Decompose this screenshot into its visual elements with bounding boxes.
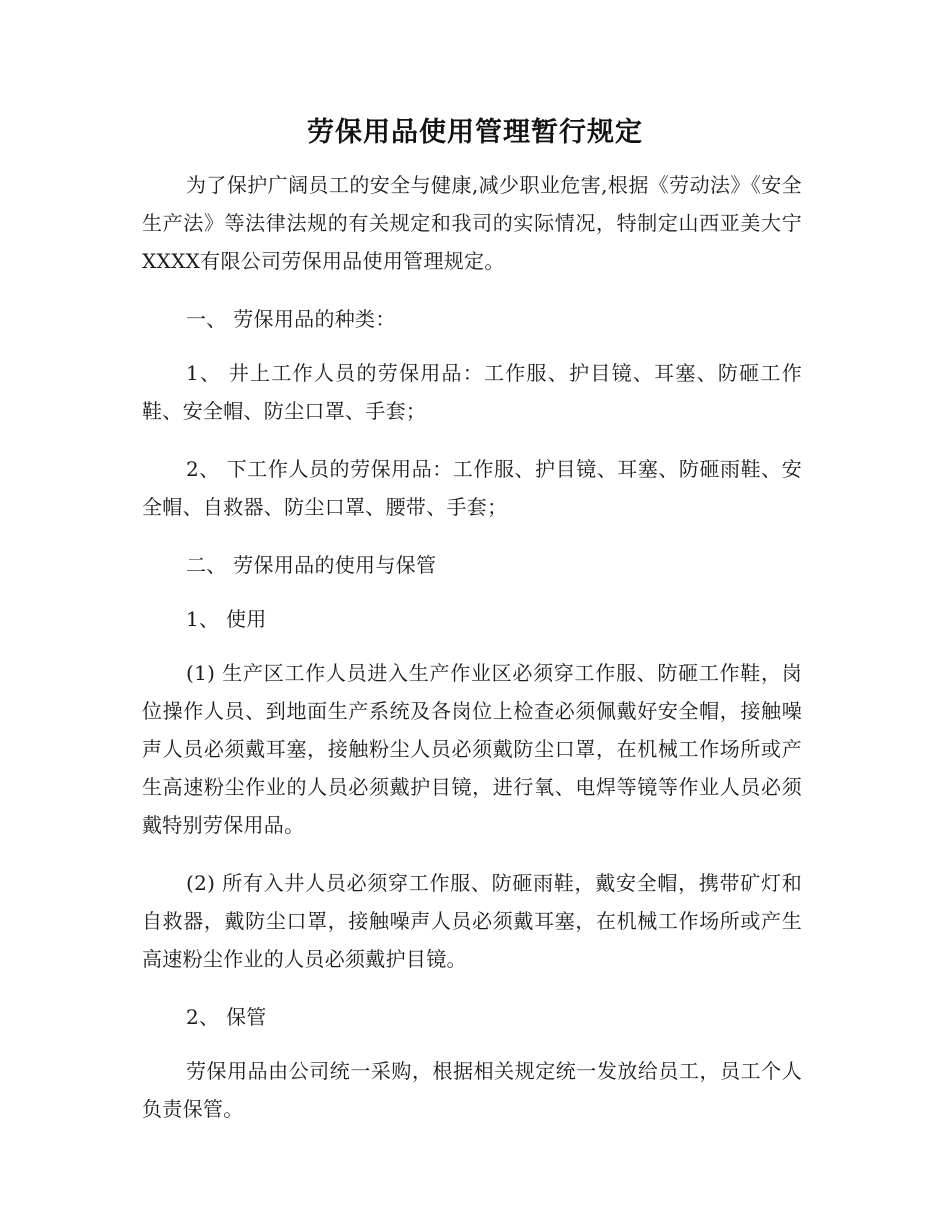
subsection-heading-storage: 2、 保管 <box>186 1005 267 1029</box>
use-rule-1: (1) 生产区工作人员进入生产作业区必须穿工作服、防砸工作鞋，岗位操作人员、到地面生产系统及各岗位上检查必须佩戴好安全帽，接触噪声人员必须戴耳塞，接触粉尘人员必须戴防尘口罩，在机械工作场所或产生高速粉尘作业的人员必须戴护目镜，进行氧、电焊等镜等作业人员必须戴特别劳保用品。 <box>142 661 802 837</box>
list-item-underground-staff: 2、 下工作人员的劳保用品：工作服、护目镜、耳塞、防砸雨鞋、安全帽、自救器、防尘口罩、腰带、手套； <box>142 457 802 519</box>
subsection-heading-use: 1、 使用 <box>186 607 267 631</box>
section-heading-types: 一、 劳保用品的种类： <box>186 307 396 331</box>
storage-paragraph: 劳保用品由公司统一采购，根据相关规定统一发放给员工，员工个人负责保管。 <box>142 1059 802 1121</box>
use-rule-2: (2) 所有入井人员必须穿工作服、防砸雨鞋，戴安全帽，携带矿灯和自救器，戴防尘口罩，接触噪声人员必须戴耳塞，在机械工作场所或产生高速粉尘作业的人员必须戴护目镜。 <box>142 871 802 971</box>
intro-paragraph: 为了保护广阔员工的安全与健康,减少职业危害,根据《劳动法》《安全生产法》等法律法规的有关规定和我司的实际情况，特制定山西亚美大宁XXXX有限公司劳保用品使用管理规定。 <box>142 173 802 273</box>
document-body <box>142 166 802 1148</box>
list-item-surface-staff: 1、 井上工作人员的劳保用品：工作服、护目镜、耳塞、防砸工作鞋、安全帽、防尘口罩、手套； <box>142 361 802 423</box>
document-title: 劳保用品使用管理暂行规定 <box>307 117 643 148</box>
section-heading-use-and-storage: 二、 劳保用品的使用与保管 <box>186 553 437 577</box>
